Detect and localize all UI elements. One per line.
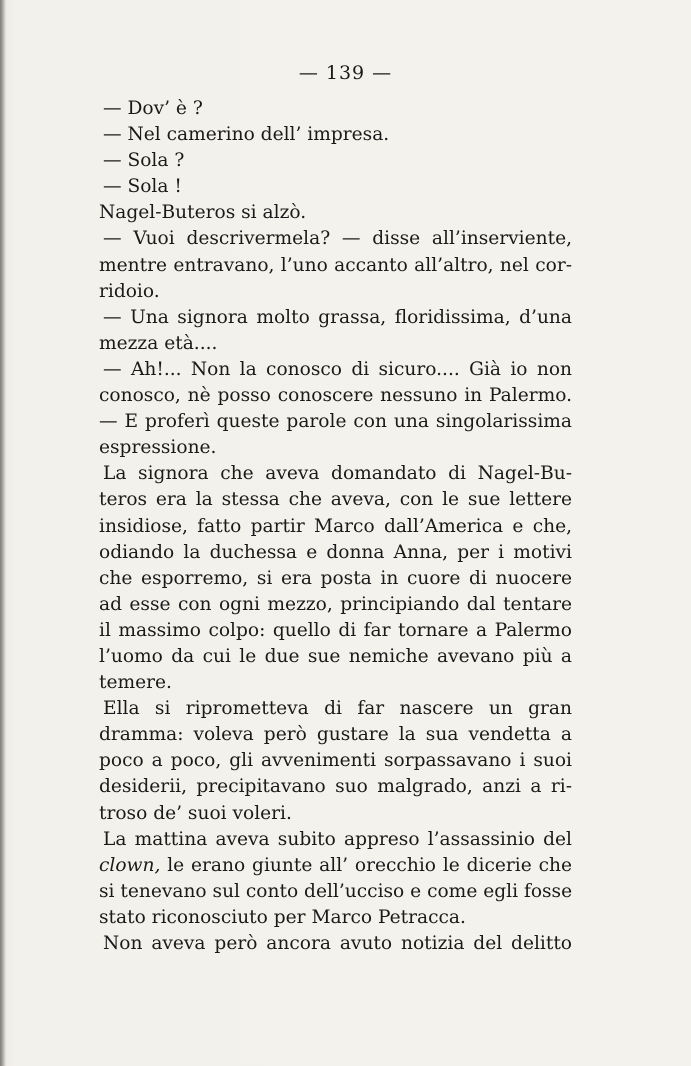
text-line: La signora che aveva domandato di Nagel-Bu- xyxy=(103,463,572,485)
text-line: Ella si riprometteva di far nascere un gran xyxy=(103,698,572,720)
text-line: ridoio. xyxy=(99,280,160,302)
text-line: — Una signora molto grassa, floridissima, d’una xyxy=(103,306,572,328)
page-number: — 139 — xyxy=(298,62,393,84)
text-line: — E proferì queste parole con una singolarissima xyxy=(99,411,572,433)
text-line: dramma: voleva però gustare la sua vendetta a xyxy=(99,724,572,746)
text-line: teros era la stessa che aveva, con le sue lettere xyxy=(99,489,572,511)
italic-word: clown, xyxy=(99,854,161,876)
text-line: ad esse con ogni mezzo, principiando dal tentare xyxy=(99,593,572,615)
page-binding-edge xyxy=(0,0,6,1066)
text-line: troso de’ suoi voleri. xyxy=(99,802,292,824)
text-line: — Vuoi descrivermela? — disse all’inserviente, xyxy=(103,228,572,250)
text-line: mentre entravano, l’uno accanto all’altro, nel cor- xyxy=(99,254,572,276)
text-line: stato riconosciuto per Marco Petracca. xyxy=(99,906,466,928)
text-line: il massimo colpo: quello di far tornare a Palermo xyxy=(99,619,572,641)
text-line: Nagel-Buteros si alzò. xyxy=(99,202,307,224)
text-line: — Sola ? xyxy=(103,150,185,172)
text-span: le erano giunte all’ orecchio le dicerie che xyxy=(160,854,572,876)
text-line: — Nel camerino dell’ impresa. xyxy=(103,124,390,146)
text-line: La mattina aveva subito appreso l’assassinio del xyxy=(103,828,572,850)
text-line: espressione. xyxy=(99,437,217,459)
text-line: temere. xyxy=(99,672,172,694)
text-line: si tenevano sul conto dell’ucciso e come egli fosse xyxy=(99,880,573,902)
text-line: odiando la duchessa e donna Anna, per i motivi xyxy=(99,541,572,563)
text-line: — Dov’ è ? xyxy=(103,98,203,119)
text-line: desiderii, precipitavano suo malgrado, anzi a ri- xyxy=(99,776,572,798)
text-line: che esporremo, si era posta in cuore di nuocere xyxy=(99,567,572,589)
text-line: Non aveva però ancora avuto notizia del delitto xyxy=(103,933,572,954)
text-line: — Sola ! xyxy=(103,176,182,198)
text-line: l’uomo da cui le due sue nemiche avevano più a xyxy=(99,645,572,667)
text-line: insidiose, fatto partir Marco dall’America e che, xyxy=(99,515,572,537)
text-line: mezza età.... xyxy=(99,332,218,354)
text-line: poco a poco, gli avvenimenti sorpassavano i suoi xyxy=(99,750,572,772)
text-line xyxy=(99,853,572,879)
page-body-text xyxy=(99,96,572,957)
text-line: — Ah!... Non la conosco di sicuro.... Già io non xyxy=(103,358,572,380)
text-line: conosco, nè posso conoscere nessuno in Palermo. xyxy=(99,385,572,407)
